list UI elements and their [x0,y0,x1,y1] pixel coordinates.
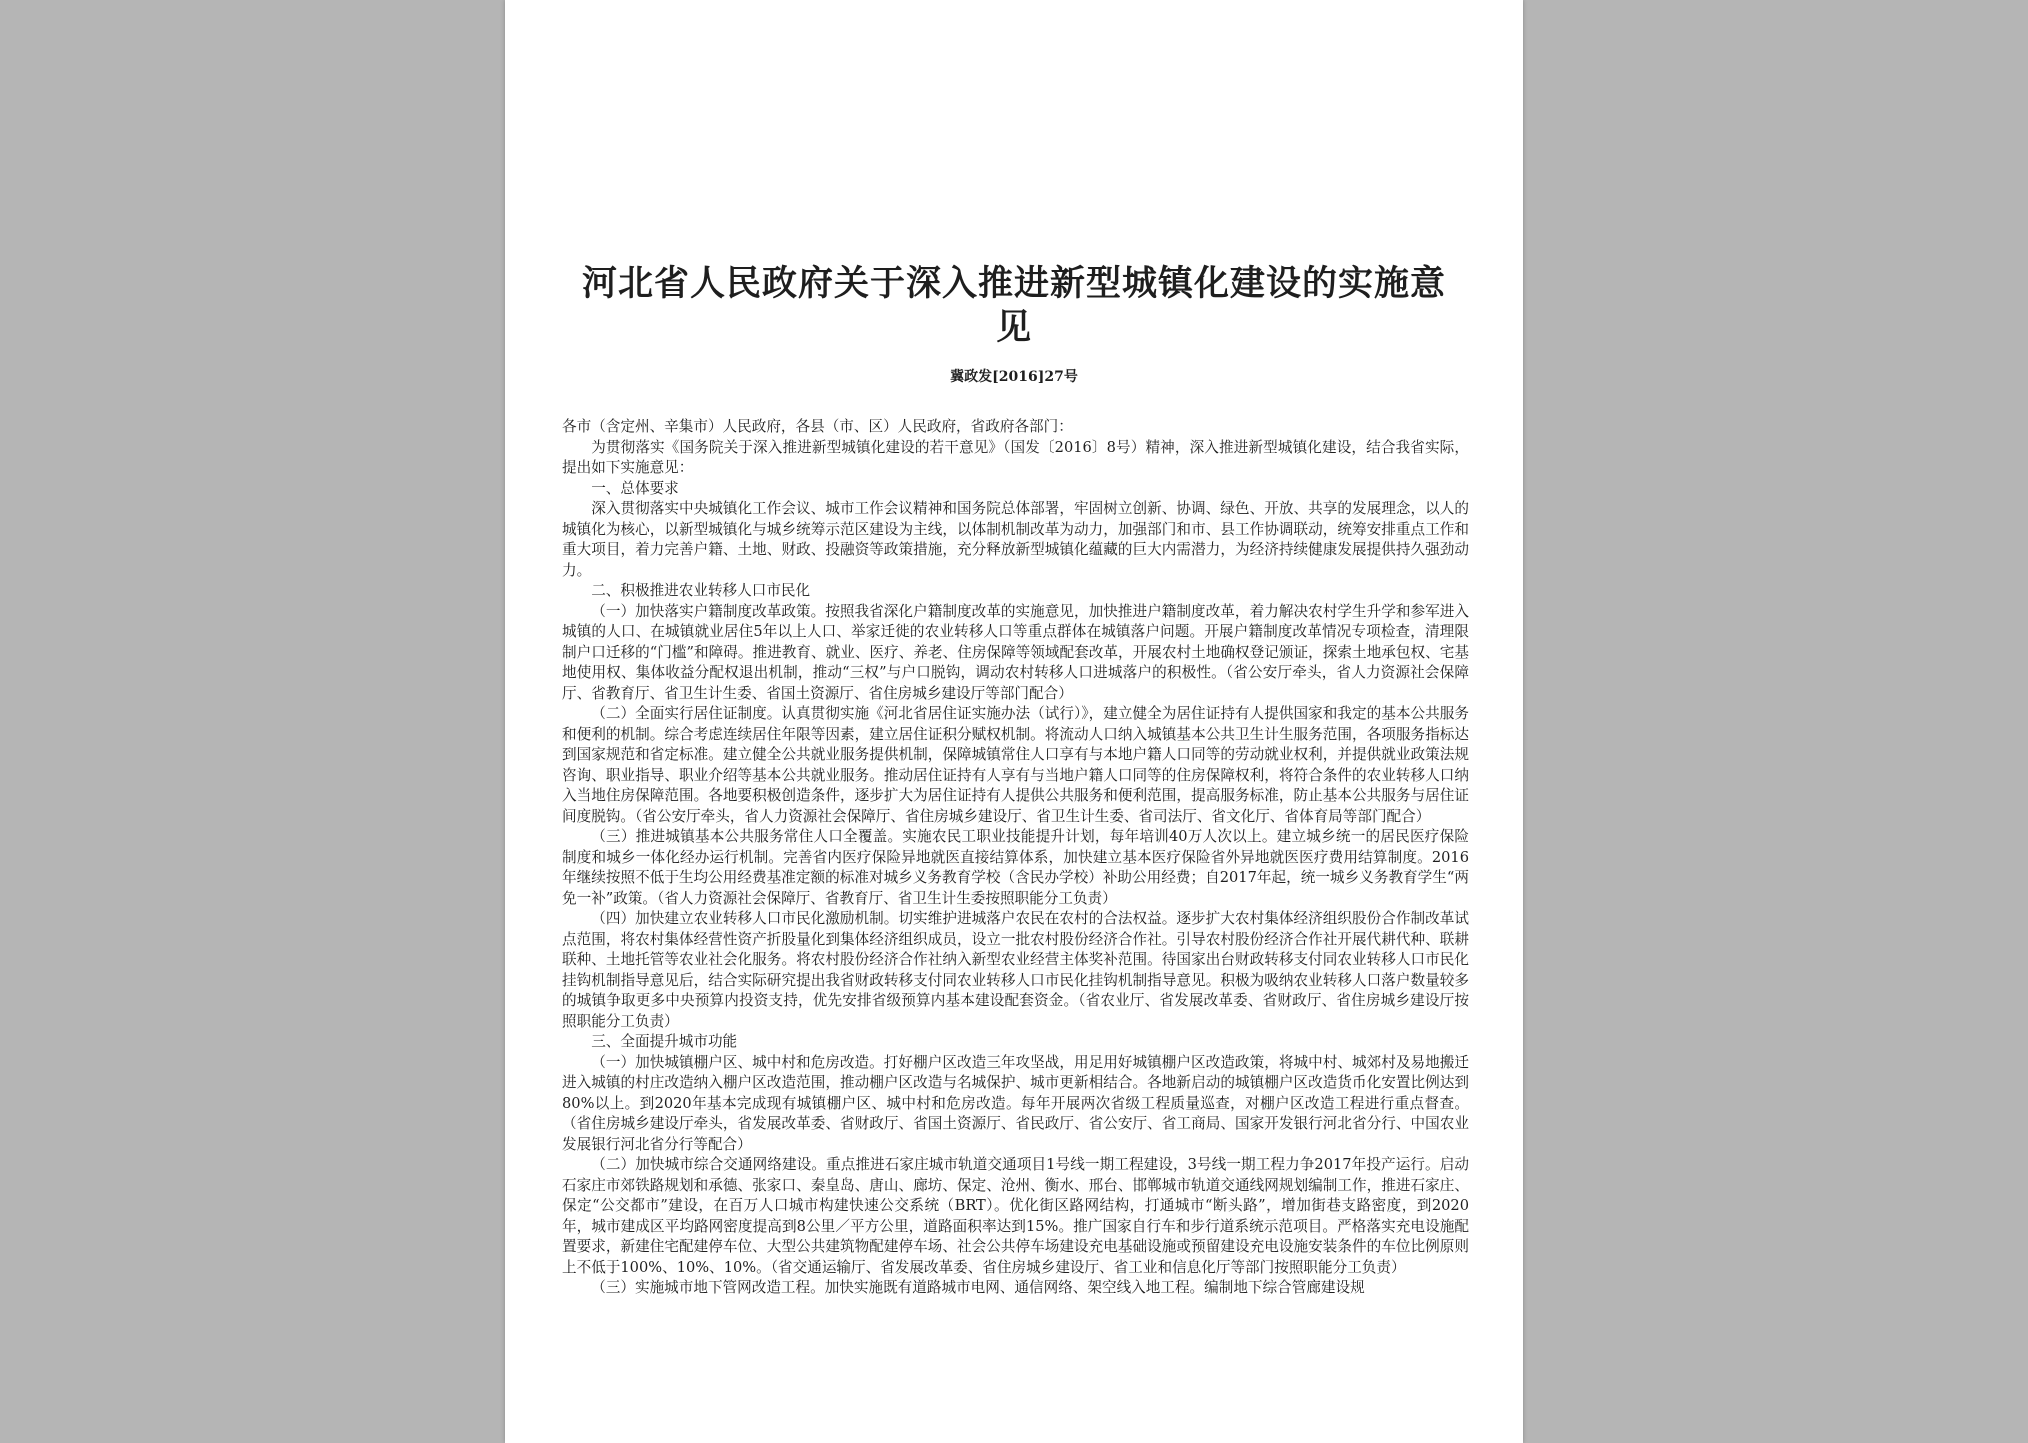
document-page [505,0,1523,1443]
body-paragraph: （三）推进城镇基本公共服务常住人口全覆盖。实施农民工职业技能提升计划，每年培训40万人次以上。建立城乡统一的居民医疗保险制度和城乡一体化经办运行机制。完善省内医疗保险异地就医直接结算体系，加快建立基本医疗保险省外异地就医医疗费用结算制度。2016年继续按照不低于生均公用经费基准定额的标准对城乡义务教育学校（含民办学校）补助公用经费；自2017年起，统一城乡义务教育学生“两免一补”政策。（省人力资源社会保障厅、省教育厅、省卫生计生委按照职能分工负责） [562,828,1469,907]
body-paragraph: 深入贯彻落实中央城镇化工作会议、城市工作会议精神和国务院总体部署，牢固树立创新、协调、绿色、开放、共享的发展理念，以人的城镇化为核心，以新型城镇化与城乡统筹示范区建设为主线，以体制机制改革为动力，加强部门和市、县工作协调联动，统筹安排重点工作和重大项目，着力完善户籍、土地、财政、投融资等政策措施，充分释放新型城镇化蕴藏的巨大内需潜力，为经济持续健康发展提供持久强劲动力。 [562,500,1469,579]
document-number: 冀政发[2016]27号 [950,369,1078,385]
salutation: 各市（含定州、辛集市）人民政府，各县（市、区）人民政府，省政府各部门： [562,418,1073,435]
body-paragraph: （一）加快落实户籍制度改革政策。按照我省深化户籍制度改革的实施意见，加快推进户籍制度改革，着力解决农村学生升学和参军进入城镇的人口、在城镇就业居住5年以上人口、举家迁徙的农业转移人口等重点群体在城镇落户问题。开展户籍制度改革情况专项检查，清理限制户口迁移的“门槛”和障碍。推进教育、就业、医疗、养老、住房保障等领域配套改革，开展农村土地确权登记颁证，探索土地承包权、宅基地使用权、集体收益分配权退出机制，推动“三权”与户口脱钩，调动农村转移人口进城落户的积极性。（省公安厅牵头，省人力资源社会保障厅、省教育厅、省卫生计生委、省国土资源厅、省住房城乡建设厅等部门配合） [562,602,1469,702]
section-heading: 二、积极推进农业转移人口市民化 [591,582,811,599]
body-paragraph: （三）实施城市地下管网改造工程。加快实施既有道路城市电网、通信网络、架空线入地工程。编制地下综合管廊建设规 [591,1279,1365,1296]
body-paragraph: （二）加快城市综合交通网络建设。重点推进石家庄城市轨道交通项目1号线一期工程建设，3号线一期工程力争2017年投产运行。启动石家庄市郊铁路规划和承德、张家口、秦皇岛、唐山、廊坊、保定、沧州、衡水、邢台、邯郸城市轨道交通线网规划编制工作，推进石家庄、保定“公交都市”建设，在百万人口城市构建快速公交系统（BRT）。优化街区路网结构，打通城市“断头路”，增加街巷支路密度，到2020年，城市建成区平均路网密度提高到8公里／平方公里，道路面积率达到15%。推广国家自行车和步行道系统示范项目。严格落实充电设施配置要求，新建住宅配建停车位、大型公共建筑物配建停车场、社会公共停车场建设充电基础设施或预留建设充电设施安装条件的车位比例原则上不低于100%、10%、10%。（省交通运输厅、省发展改革委、省住房城乡建设厅、省工业和信息化厅等部门按照职能分工负责） [562,1156,1469,1276]
section-heading: 三、全面提升城市功能 [591,1033,738,1050]
document-body [562,417,1469,1299]
body-paragraph: （一）加快城镇棚户区、城中村和危房改造。打好棚户区改造三年攻坚战，用足用好城镇棚户区改造政策，将城中村、城郊村及易地搬迁进入城镇的村庄改造纳入棚户区改造范围，推动棚户区改造与名城保护、城市更新相结合。各地新启动的城镇棚户区改造货币化安置比例达到80%以上。到2020年基本完成现有城镇棚户区、城中村和危房改造。每年开展两次省级工程质量巡查，对棚户区改造工程进行重点督查。（省住房城乡建设厅牵头，省发展改革委、省财政厅、省国土资源厅、省民政厅、省公安厅、省工商局、国家开发银行河北省分行、中国农业发展银行河北省分行等配合） [562,1053,1469,1153]
body-paragraph: 为贯彻落实《国务院关于深入推进新型城镇化建设的若干意见》（国发〔2016〕8号）精神，深入推进新型城镇化建设，结合我省实际，提出如下实施意见： [562,438,1469,476]
document-title: 河北省人民政府关于深入推进新型城镇化建设的实施意见 [581,263,1446,348]
section-heading: 一、总体要求 [591,479,679,497]
body-paragraph: （四）加快建立农业转移人口市民化激励机制。切实维护进城落户农民在农村的合法权益。逐步扩大农村集体经济组织股份合作制改革试点范围，将农村集体经营性资产折股量化到集体经济组织成员，设立一批农村股份经济合作社。引导农村股份经济合作社开展代耕代种、联耕联种、土地托管等农业社会化服务。将农村股份经济合作社纳入新型农业经营主体奖补范围。待国家出台财政转移支付同农业转移人口市民化挂钩机制指导意见后，结合实际研究提出我省财政转移支付同农业转移人口市民化挂钩机制指导意见。积极为吸纳农业转移人口落户数量较多的城镇争取更多中央预算内投资支持，优先安排省级预算内基本建设配套资金。（省农业厅、省发展改革委、省财政厅、省住房城乡建设厅按照职能分工负责） [562,910,1469,1030]
body-paragraph: （二）全面实行居住证制度。认真贯彻实施《河北省居住证实施办法（试行）》，建立健全为居住证持有人提供国家和我定的基本公共服务和便利的机制。综合考虑连续居住年限等因素，建立居住证积分赋权机制。将流动人口纳入城镇基本公共卫生计生服务范围，各项服务指标达到国家规范和省定标准。建立健全公共就业服务提供机制，保障城镇常住人口享有与本地户籍人口同等的劳动就业权利，并提供就业政策法规咨询、职业指导、职业介绍等基本公共就业服务。推动居住证持有人享有与当地户籍人口同等的住房保障权利，将符合条件的农业转移人口纳入当地住房保障范围。各地要积极创造条件，逐步扩大为居住证持有人提供公共服务和便利范围，提高服务标准，防止基本公共服务与居住证间度脱钩。（省公安厅牵头，省人力资源社会保障厅、省住房城乡建设厅、省卫生计生委、省司法厅、省文化厅、省体育局等部门配合） [562,705,1469,825]
